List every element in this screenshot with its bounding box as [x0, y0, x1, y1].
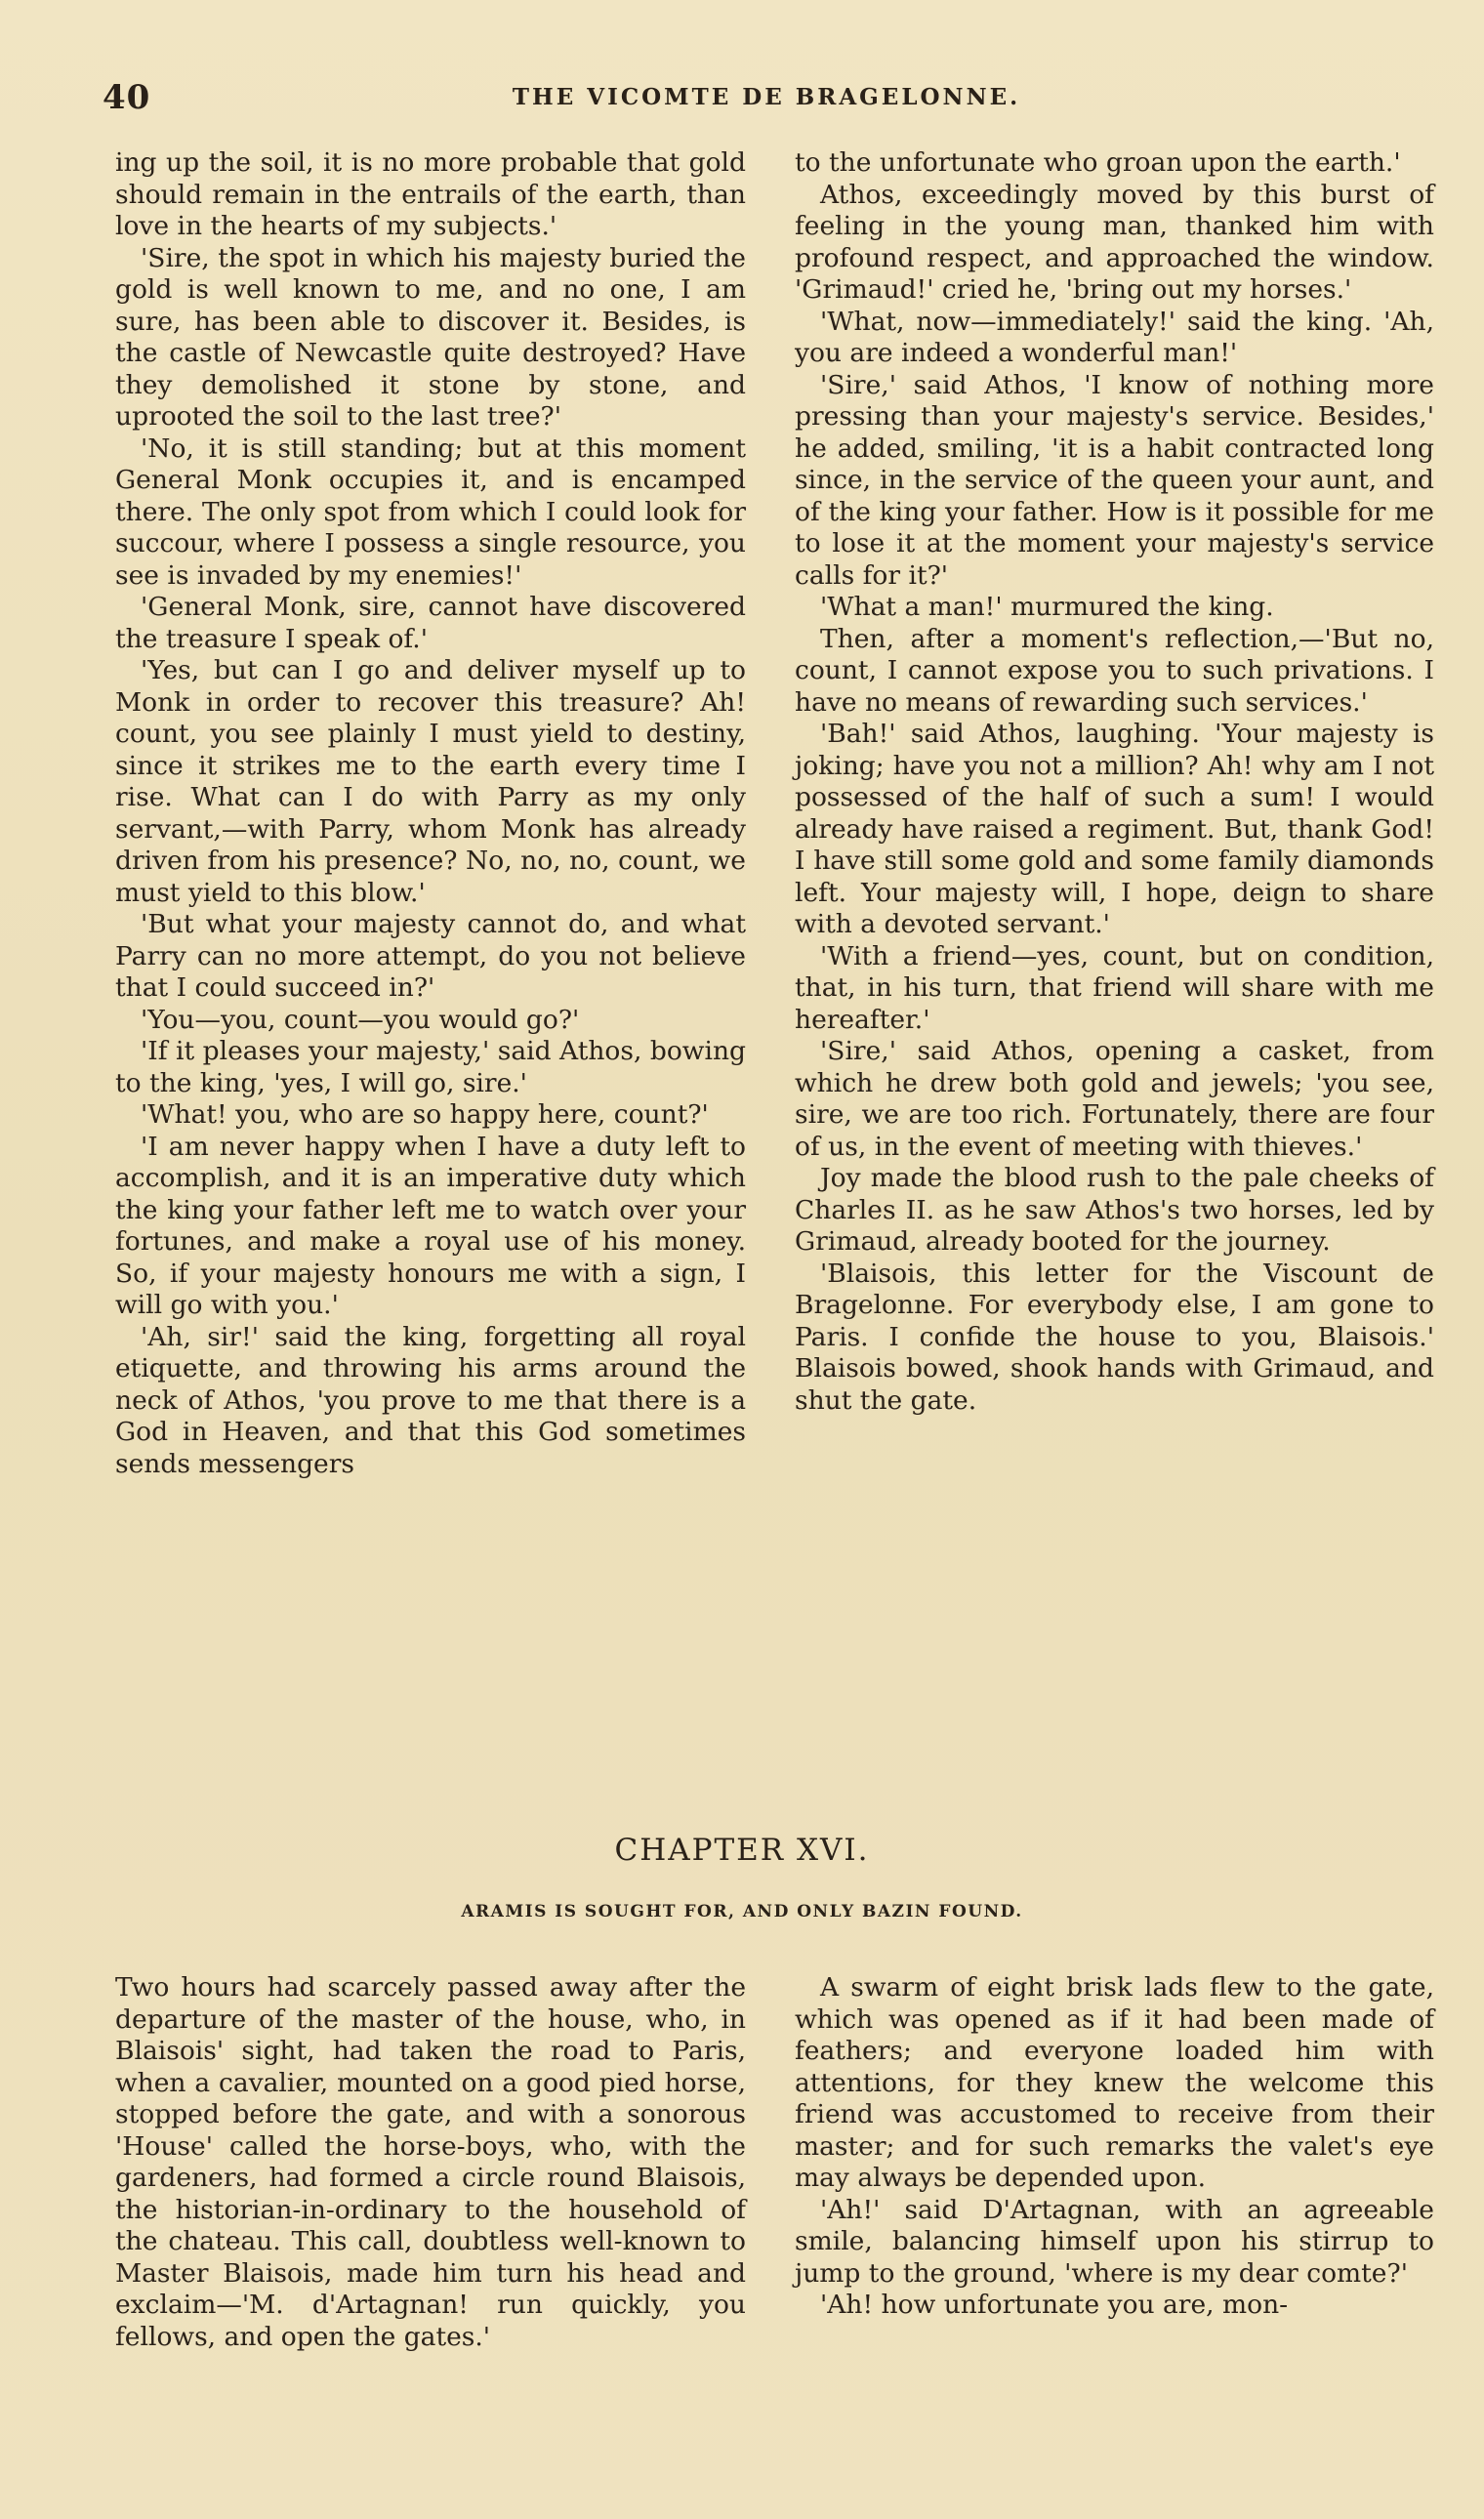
- paragraph: 'But what your majesty cannot do, and what Parry can no more attempt, do you not believe that I could succeed in?': [115, 909, 746, 1003]
- paragraph: 'Ah!' said D'Artagnan, with an agreeable smile, balancing himself upon his stirrup to jump to the ground, 'where is my dear comte?': [795, 2194, 1434, 2289]
- text-column-bottom-right: [795, 1972, 1434, 2322]
- paragraph: 'Sire, the spot in which his majesty buried the gold is well known to me, and no one, I am sure, has been able to discover it. Besides, is the castle of Newcastle quite destroyed? Have they demolished it stone by stone, and uprooted the soil to the last tree?': [115, 242, 746, 432]
- paragraph: 'Blaisois, this letter for the Viscount de Bragelonne. For everybody else, I am gone to Paris. I confide the house to you, Blaisois.' Blaisois bowed, shook hands with Grimaud, and shut the gate.: [795, 1258, 1434, 1416]
- chapter-title: CHAPTER XVI.: [614, 1833, 870, 1868]
- paragraph: ing up the soil, it is no more probable that gold should remain in the entrails of the earth, than love in the hearts of my subjects.': [115, 147, 746, 241]
- page-header: [103, 78, 1430, 117]
- paragraph: 'Ah! how unfortunate you are, mon-: [820, 2290, 1289, 2320]
- paragraph: to the unfortunate who groan upon the earth.': [795, 147, 1401, 178]
- paragraph: 'What! you, who are so happy here, count?': [141, 1099, 709, 1130]
- paragraph: 'Sire,' said Athos, opening a casket, from which he drew both gold and jewels; 'you see, sire, we are too rich. Fortunately, there are four of us, in the event of meeting with thieves.': [795, 1036, 1434, 1162]
- page-number: 40: [103, 78, 151, 117]
- chapter-subtitle: ARAMIS IS SOUGHT FOR, AND ONLY BAZIN FOUND.: [461, 1902, 1023, 1921]
- paragraph: 'What, now—immediately!' said the king. 'Ah, you are indeed a wonderful man!': [795, 306, 1434, 368]
- paragraph: 'You—you, count—you would go?': [141, 1004, 580, 1035]
- text-column-top-right: [795, 147, 1434, 1417]
- paragraph: 'What a man!' murmured the king.: [820, 592, 1274, 622]
- paragraph: 'No, it is still standing; but at this moment General Monk occupies it, and is encamped there. The only spot from which I could look for succour, where I possess a single resource, you see is invaded by my enemies!': [115, 433, 746, 591]
- paragraph: 'General Monk, sire, cannot have discovered the treasure I speak of.': [115, 592, 746, 654]
- paragraph: Joy made the blood rush to the pale cheeks of Charles II. as he saw Athos's two horses, led by Grimaud, already booted for the journey.: [795, 1163, 1434, 1257]
- paragraph: 'If it pleases your majesty,' said Athos, bowing to the king, 'yes, I will go, sire.': [115, 1036, 746, 1098]
- paragraph: 'I am never happy when I have a duty left to accomplish, and it is an imperative duty which the king your father left me to watch over your fortunes, and make a royal use of his money. So, if your majesty honours me with a sign, I will go with you.': [115, 1131, 746, 1320]
- paragraph: Then, after a moment's reflection,—'But no, count, I cannot expose you to such privations. I have no means of rewarding such services.': [795, 623, 1434, 718]
- paragraph: Athos, exceedingly moved by this burst of feeling in the young man, thanked him with profound respect, and approached the window. 'Grimaud!' cried he, 'bring out my horses.': [795, 179, 1434, 305]
- paragraph: 'Yes, but can I go and deliver myself up to Monk in order to recover this treasure? Ah! count, you see plainly I must yield to destiny, since it strikes me to the earth every time I rise. What can I do with Parry as my only servant,—with Parry, whom Monk has already driven from his presence? No, no, no, count, we must yield to this blow.': [115, 655, 746, 908]
- running-title: THE VICOMTE DE BRAGELONNE.: [512, 84, 1021, 110]
- paragraph: Two hours had scarcely passed away after the departure of the master of the house, who, in Blaisois' sight, had taken the road to Paris, when a cavalier, mounted on a good pied horse, stopped before the gate, and with a sonorous 'House' called the horse-boys, who, with the gardeners, had formed a circle round Blaisois, the historian-in-ordinary to the household of the chateau. This call, doubtless well-known to Master Blaisois, made him turn his head and exclaim—'M. d'Artagnan! run quickly, you fellows, and open the gates.': [115, 1972, 746, 2352]
- paragraph: 'Ah, sir!' said the king, forgetting all royal etiquette, and throwing his arms around the neck of Athos, 'you prove to me that there is a God in Heaven, and that this God sometimes sends messengers: [115, 1321, 746, 1479]
- paragraph: 'Bah!' said Athos, laughing. 'Your majesty is joking; have you not a million? Ah! why am I not possessed of the half of such a sum! I would already have raised a regiment. But, thank God! I have still some gold and some family diamonds left. Your majesty will, I hope, deign to share with a devoted servant.': [795, 719, 1434, 939]
- paragraph: A swarm of eight brisk lads flew to the gate, which was opened as if it had been made of feathers; and everyone loaded him with attentions, for they knew the welcome this friend was accustomed to receive from their master; and for such remarks the valet's eye may always be depended upon.: [795, 1972, 1434, 2193]
- paragraph: 'Sire,' said Athos, 'I know of nothing more pressing than your majesty's service. Besides,' he added, smiling, 'it is a habit contracted long since, in the service of the queen your aunt, and of the king your father. How is it possible for me to lose it at the moment your majesty's service calls for it?': [795, 369, 1434, 591]
- paragraph: 'With a friend—yes, count, but on condition, that, in his turn, that friend will share with me hereafter.': [795, 940, 1434, 1035]
- text-column-bottom-left: [115, 1972, 746, 2353]
- text-column-top-left: [115, 147, 746, 1480]
